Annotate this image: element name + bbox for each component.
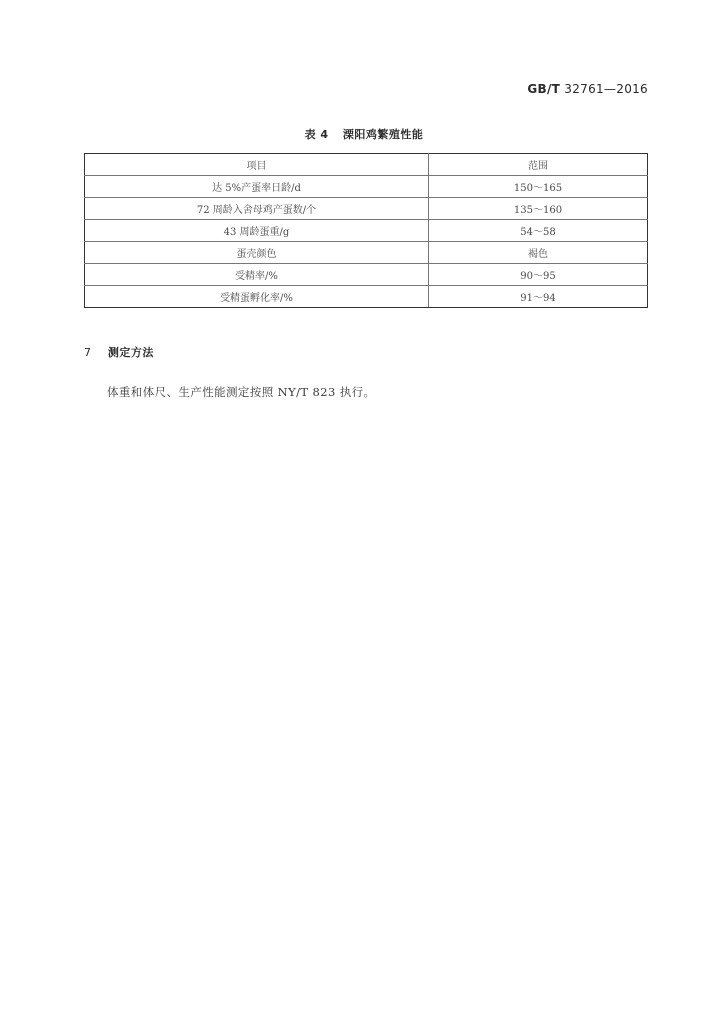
- table-row: [85, 220, 648, 242]
- section-title: 测定方法: [107, 346, 154, 359]
- table-row: [85, 176, 648, 198]
- row-range: 135～160: [429, 198, 648, 220]
- row-item: 受精蛋孵化率/%: [85, 286, 429, 308]
- table-caption: [0, 126, 728, 142]
- column-header-item: 项目: [85, 154, 429, 176]
- row-range: 150～165: [429, 176, 648, 198]
- row-range: 91～94: [429, 286, 648, 308]
- table-row: [85, 264, 648, 286]
- table-caption-number: 表 4: [304, 128, 329, 141]
- standard-number: 32761—2016: [564, 82, 648, 96]
- row-range: 90～95: [429, 264, 648, 286]
- row-item: 43 周龄蛋重/g: [85, 220, 429, 242]
- row-item: 受精率/%: [85, 264, 429, 286]
- table-row: [85, 242, 648, 264]
- standard-prefix: GB/T: [527, 82, 561, 96]
- table-row: [85, 198, 648, 220]
- section-paragraph: 体重和体尺、生产性能测定按照 NY/T 823 执行。: [107, 385, 376, 399]
- row-range: 54～58: [429, 220, 648, 242]
- row-range: 褐色: [429, 242, 648, 264]
- table-header-row: [85, 154, 648, 176]
- section-heading: [84, 344, 154, 360]
- table-row: [85, 286, 648, 308]
- row-item: 蛋壳颜色: [85, 242, 429, 264]
- standard-code: [527, 82, 648, 96]
- reproduction-performance-table: [84, 153, 648, 308]
- row-item: 达 5%产蛋率日龄/d: [85, 176, 429, 198]
- column-header-range: 范围: [429, 154, 648, 176]
- table-caption-title: 溧阳鸡繁殖性能: [342, 128, 424, 141]
- row-item: 72 周龄入舍母鸡产蛋数/个: [85, 198, 429, 220]
- section-number: 7: [84, 346, 92, 359]
